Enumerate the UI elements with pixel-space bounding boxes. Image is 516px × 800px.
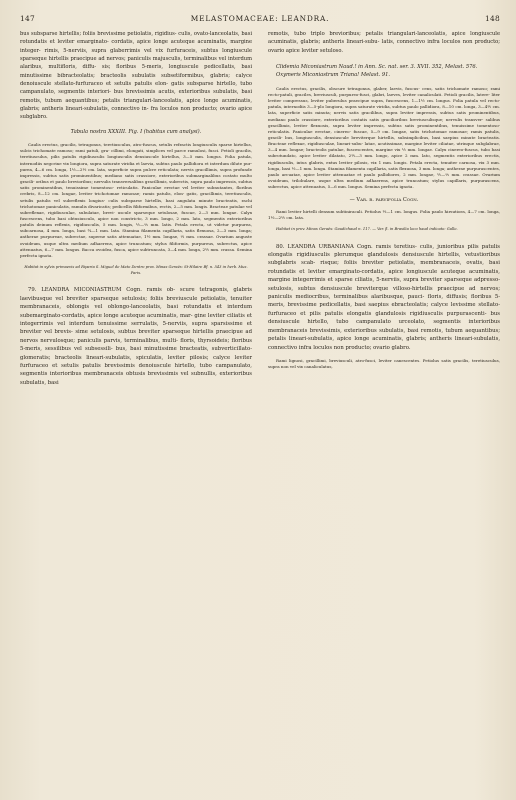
variety-heading: — Var. β. parvifolia Cogn. xyxy=(349,197,419,204)
running-title: MELASTOMACEAE: LEANDRA. xyxy=(190,14,330,23)
species-78-description: Caulis erectus, gracilis, tetragonus, teretiusculus, atro-fuscus, setulis refractis longiusculis sparse hirtellus, sulcis trichomate ramoso; rami patuli, gra- cillimi, elongati, simplices vel parce ramulosi, fusci. Petioli gracilis, teretiusculus, pilis patulis rigidiusculis longiusculis densiuscule hirtellus, 3—5 mm. longus. Folia patula, internodiis negcrine vix longiora, supra saturate viridia et laevia, subtus paulo pallidiora et interdum dilute pur- purea, 4—6 cm. longa, 1½—2½ cm. lata, superficie supra pulcre reticulata; nervis gracillimis, supra profunde impressis, subtus satis prominentibus; mediano satis crassiore, exterioribus submarginalibus costato multo gracili- oribus et paulo brevioribus; nervulis transversalibus gracillimis, subrectis, supra paulo impressis, subtus satis prominentibus, tenuissime tomentoso- reticulatis. Paniculae erectae vel leviter subnutantes, floribus crebris, 8—12 cm. longae, leviter trichotomae ramosae; ramis patulis, elon- gatis, gracillimis, teretiusculis, setulis patulis vel subreflexis longius- culis subsparse hirtellis, basi angulata minute bracteatis, rachi trichotomae paniculatis, ramulis divaricatis; pedicellis filiformibus, rectis, 2—5 mm. longis. Bracteae patulae vel subreflexae, rigidiusculae, subulatae, brevi- uscule sparseque setulosae, fuscae, 2—3 mm. longae. Calyx fuscescens, tubo basi obtusiusculo, apice non constricto, 3 mm. longo, 2 mm. lato, segmentis exterioribus patulis deinum reflexis, rigidiusculis, 5 mm. longis, ½—⅔ mm. latis. Petala erecta, ut videtur purpurea, subcarnosa, 4 mm. longa, basi ¾—1 mm. lata. Stamina filamenta capillaria, satis flexuosa, 2—3 mm. longa; antherae purpureae, subrectae, superne satis attenuatae, 1½ mm. longae, ⅓ mm. crassae. Ovarium anguste ovoideum, usque ultra medium adhaerens, apice truncatum; stylus filiformis, purpureus, subrectus, apice attenuatus, 6—7 mm. longus. Bacca ovoidea, fusca, apice subtruncata, 3—4 mm. longa, 2½ mm. crassa. Semina perfecta ignota. xyxy=(20,142,252,258)
right-column xyxy=(268,30,500,387)
two-column-body xyxy=(20,30,500,387)
species-79-diagnosis-cont: remotis, tubo triplo brevioribus; petalis triangulari-lanceolatis, apice longiuscule acuminatis, glabris; antheris lineari-subu- latis, connectivo infra loculos non producto; ovario apice leviter setuloso. xyxy=(268,31,500,54)
page-number-left: 147 xyxy=(20,14,36,23)
species-78-habitat: Habitat in sylvis primaevis ad Riparia S. Miguel de Mato Dentro prov. Minas Geraës: St-Hilaire Bf. n. 543 in herb. Mus. Paris. xyxy=(24,265,248,275)
plate-reference: Tabula nostra XXXIII. Fig. I (habitus cum analysi). xyxy=(70,128,202,135)
page-number-right: 148 xyxy=(484,14,500,23)
species-79-diagnosis: 79. LEANDRA MICONIASTRUM Cogn. ramis ob- scure tetragonis, glabris laevibusque vel breviter sparseque setulosis; foliis breviuscule petiolatis, tenuiter membranaceis, oblongis vel oblongo-lanceolatis, basi rotundatis et interdum subemarginato-cordatis, apice longe acuteque acuminatis, mar- gine leviter ciliatis et integerrimis vel interdum tenuissime serrulatis, 5-nerviis, supra sparsissime et breviter vel brevis- sime setulosis, subtus breviter sparseque hirtellis praecipue ad nervos nervulosque; paniculis parvis, terminalibus, multi- floris, thyrsoideis; floribus 5-meris, sessilibus vel subsessili- bus, basi minutissime bracteatis, subverticillato-glomeratis; bracteolis lineari-subulatis, spiculatis, leviter pilosis; calyce leviter furfuraceo et setulis patulis brevissimis denoiuscule hirtello, tubo campanulato, segmentis interioribus membranaceis obtusis brevissimis vel subnullis, exterioribus subulatis, basi xyxy=(20,287,252,386)
species-78-diagnosis-cont: bus subsparse hirtellis; foliis brevissime petiolatis, rigidius- culis, ovato-lanceolatis, basi rotundatis et leviter emarginato- cordatis, apice longe acuteque acuminatis, margine integer- rimis, 5-nerviis, supra glaberrimis vel vix furfuraceis, subtus longiuscule sparseque hirtellis praecipue ad nervos; paniculis majusculis, terminalibus vel interdum alaribus, multifloris, diffu- sis; floribus 5-meris, longiuscule pedicellatis, basi minutissime bibracteolatis; bracteolis subulatis subsetiformibus, glabris; calyce denoiuscule stellato-furfuraceo et setulis patulis elon- gatis subsparse hirtello, tubo campanulato, segmentis interiori- bus brevissimis acutis, exterioribus subulatis, basi remotis, tubum aequantibus; petalis triangulari-lanceolatis, apice longe acuminatis, glabris; antheris lineari-subulatis, connectivo in- fra loculos non producto; ovario apice subglabro. xyxy=(20,31,252,121)
species-79-habitat: Habitat in prov. Minas Geraës: Gaudichaud n. 117. — Var. β. in Brasilia loco haud indicato: Gallo. xyxy=(276,227,458,232)
variety-description: Rami leviter hirtelli densum subtiniracali. Petiolus ½—1 cm. longus. Folia paulo hirsutiora, 4—7 cm. longa, 1½—2½ cm. lata. xyxy=(268,208,500,220)
species-80-description-start: Rami lignosi, gracillimi, breviusculi, atro-fusci, leviter canescentes. Petiolus satis gracilis, teretiusculus, supra non vel vix canaliculatus, xyxy=(268,357,500,370)
page-header xyxy=(20,14,500,28)
species-80-diagnosis: 80. LEANDRA URBANIANA Cogn. ramis teretius- culis, junioribus pilis patulis elongatis rigidiusculis plerumque glandulosis densiuscule hirtellis, vetustioribus subglabris scab- risque; foliis breviter petiolatis, membranaceis, ovatis, basi rotundatis et leviter emarginato-cordatis, apice longiuscule acuteque acuminatis, margine integerrimis et sparse ciliatis, 5-nerviis, supra breviter sparseque adpresso-setulosis, subtus densiuscule breviterque villoso-hirtellis praecipue ad nervos; paniculis mediocribus, terminalibus alaribusque, pauci- floris, diffusis; floribus 5-meris, brevissime pedicellatis, basi saepius ebracteolatis; calyce levissime stellato-furfuraceo et pilis patulis elongatis glandulosis rigidiusculis purpurascenti- bus densiuscule hirtello, tubo campanulato urceolato, segmentis interioribus membranaceis brevissimis, exterioribus subulatis, basi remotis, tubum aequantibus; petalis lineari-subulatis, apice longe acuminatis, glabris; antheris lineari-subulatis, connectivo infra loculos non producto; ovario glabro. xyxy=(268,243,500,351)
left-column xyxy=(20,30,252,387)
species-79-description: Caulis erectus, gracilis, obscure tetragonus, glaber, laevis, fuscus- cens, satis trichomate ramoso; rami recto-patuli, graciles, breviusculi, purpureo-fusci, glabri, laeves, leviter canaliculati. Petioli gracilis, latere- liter leviter compressus, leviter puberulus praecipue supra, fuscescens, 1—1½ cm. longus. Folia patula vel recto-patula, internodiis 3—5-plo longiora, supra saturate viridia, subtus paulo pallidiora, 8—10 cm. longa, 3—4½ cm. lata, superficie satis minuta; nervis satis gracilibus, supra leviter impressis, subtus satis prominentibus, mediano paulo crassiore, exterioribus costatis satis gracilioribus breviusculisque; nervulis transver- salibus gracillimis, leviter flexuosis, supra leviter impressis, subtus satis prominentibus, tenuissime tomentoso-reticulatis. Paniculae erectae, cinereo- fuscae, 5—9 cm. longae, satis trichotomae ramosae; ramis patulis, gracili- bus, longiusculis, densiuscule breviterque hirtellis, subsimplicibus, basi saepius minute bracteatis. Bracteae reflexae, rigidiusculae, lineari-subu- latae, acutissimae, margine leviter ciliatae, utrinque subglabrae, 3—4 mm. longae; bracteolis patulae, fuscescentes, margine vix ½ mm. longae. Calyx cinereo-fuscus, tubo basi subrotundato, apice leviter dilatato, 2½—3 mm. longo, apice 2 mm. lato, segmentis exterioribus erectis, rigidiusculis, intus glabris, extus leviter pilosis, vix 1 mm. longis. Petala erecta, tenuiter carnosa, vix 3 mm. longa, basi ½—1 mm. longa. Stamina filamenta capillaria, satis flexuosa, 3 mm. longa; antherae purpurascentes, paulo arcuatae, apice leviter attenuatae et paulo pallidiores, 2 mm. longae, ½—⅔ mm. crassae. Ovarium ovoideum, trilobulare, usque ultra medium adhaerens, apice truncatum; stylus capillaris, purpurascens, subrectus, apice attenuatus, 5—6 mm. longus. Semina perfecta ignota. xyxy=(268,85,500,190)
synonym-clidemia: Clidemia Miconiastrum Naud.! in Ann. Sc. nat. ser. 3. XVII. 352, Melast. 576. xyxy=(276,64,478,71)
synonym-oxymeris: Oxymeris Miconiastrum Triana! Melast. 91. xyxy=(276,72,391,79)
